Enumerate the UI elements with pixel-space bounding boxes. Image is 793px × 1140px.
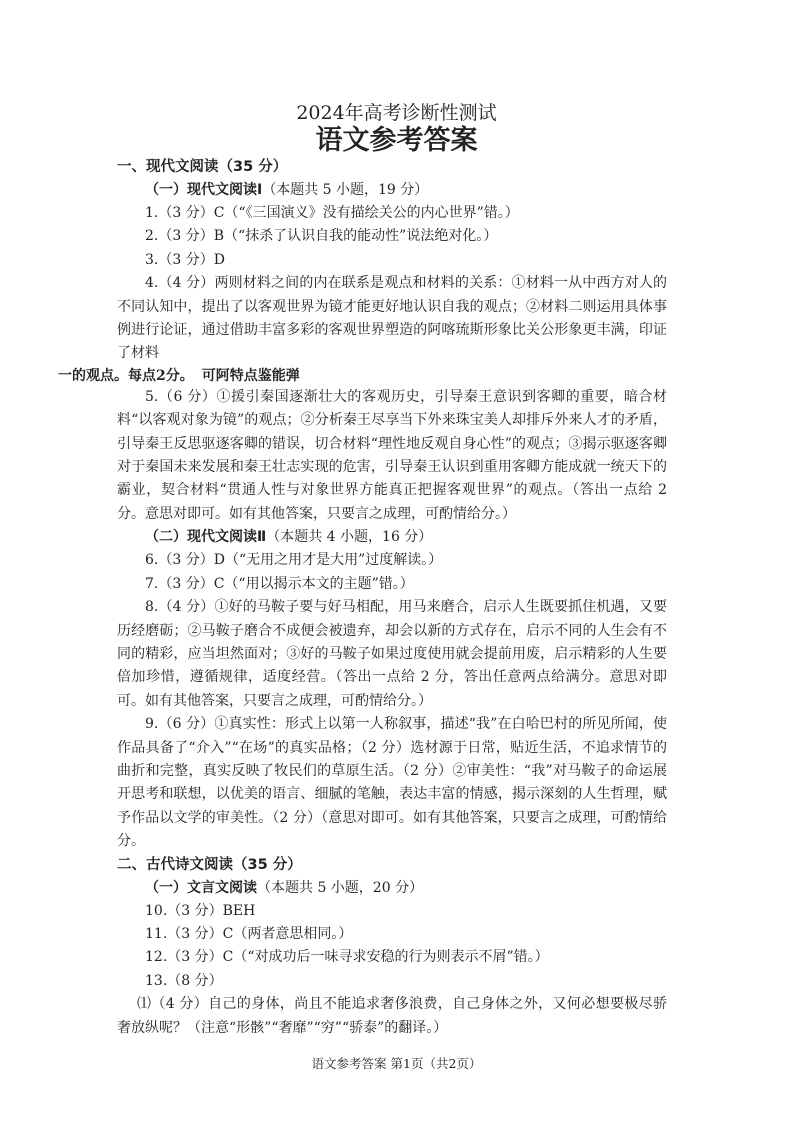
answer-6: 6.（3 分）D（“无用之用才是大用”过度解读。）: [145, 552, 443, 569]
subsection-heading: [117, 526, 667, 549]
document-title: 语文参考答案: [315, 125, 478, 156]
subsection-note: （本题共 5 小题，19 分）: [262, 182, 429, 198]
answer-9: 9.（6 分）①真实性：形式上以第一人称叙事，描述“我”在白哈巴村的所见所闻，使作品具备了“介入”“在场”的真实品格；（2 分）选材源于日常，贴近生活，不追求情节的曲折和完整，真实反映了牧民们的草原生活。（2 分）②审美性：“我”对马鞍子的命运展开思考和联想，以优美的语言、细腻的笔触，表达丰富的情感，揭示深刻的人生哲理，赋予作品以文学的审美性。（2 分）（意思对即可。如有其他答案，只要言之成理，可酌情给分。: [117, 716, 667, 850]
section-heading: 一、现代文阅读（35 分）: [117, 159, 288, 175]
answer-10: 10.（3 分）BEH: [145, 902, 256, 919]
answer-5: 5.（6 分）①援引秦国逐渐壮大的客观历史，引导秦王意识到客卿的重要，暗合材料“以客观对象为镜”的观点；②分析秦王尽享当下外来珠宝美人却排斥外来人才的矛盾，引导秦王反思驱逐客卿的错误，切合材料“理性地反观自身心性”的观点；③揭示驱逐客卿对于秦国未来发展和秦王壮志实现的危害，引导秦王认识到重用客卿方能成就一统天下的霸业，契合材料“贯通人性与对象世界方能真正把握客观世界”的观点。（答出一点给 2 分。意思对即可。如有其他答案，只要言之成理，可酌情给分。）: [117, 388, 667, 522]
answer-11: 11.（3 分）C（两者意思相同。）: [145, 925, 353, 942]
answer-3: 3.（3 分）D: [145, 251, 225, 268]
subsection-label: （一）文言文阅读: [145, 879, 257, 896]
answer-8: 8.（4 分）①好的马鞍子要与好马相配，用马来磨合，启示人生既要抓住机遇，又要历经磨砺；②马鞍子磨合不成便会被遗弃，却会以新的方式存在，启示不同的人生会有不同的精彩，应当坦然面对；③好的马鞍子如果过度使用就会提前用废，启示精彩的人生要倍加珍惜，遵循规律，适度经营。（答出一点给 2 分，答出任意两点给满分。意思对即可。如有其他答案，只要言之成理，可酌情给分。）: [117, 599, 667, 709]
answer-13: 13.（8 分）: [145, 972, 223, 989]
answer-4: 4.（4 分）两则材料之间的内在联系是观点和材料的关系：①材料一从中西方对人的不同认知中，提出了以客观世界为镜才能更好地认识自我的观点；②材料二则运用具体事例进行论证，通过借助丰富多彩的客观世界塑造的阿喀琉斯形象比关公形象更丰满，印证了材料: [117, 275, 667, 362]
answer-1: 1.（3 分）C（“《三国演义》没有描绘关公的内心世界”错。）: [145, 205, 519, 221]
answer-2: 2.（3 分）B（“抹杀了认识自我的能动性”说法绝对化。）: [145, 228, 498, 245]
subsection-label: （一）现代文阅读Ⅰ: [145, 182, 263, 198]
answer-12: 12.（3 分）C（“对成功后一味寻求安稳的行为则表示不屑”错。）: [145, 949, 549, 966]
section-heading: 二、古代诗文阅读（35 分）: [117, 856, 302, 873]
page-footer: 语文参考答案 第1页（共2页）: [311, 1056, 482, 1071]
answer-content: [58, 156, 667, 1040]
subsection-label: （二）现代文阅读Ⅱ: [145, 529, 267, 546]
subsection-note: （本题共 4 小题，16 分）: [266, 529, 433, 546]
garbled-text-b: 可阿特点鉴能弹: [201, 367, 300, 384]
subsection-heading: [117, 179, 667, 202]
subsection-heading: [117, 877, 667, 900]
answer-13-1: ⑴（4 分）自己的身体，尚且不能追求奢侈浪费，自己身体之外，又何必想要极尽骄奢放纵呢？（注意“形骸”“奢靡”“穷”“骄泰”的翻译。）: [117, 996, 667, 1036]
overlapping-text-artifact: [58, 366, 667, 386]
garbled-text-a: 一的观点。每点2分。: [58, 367, 194, 384]
subsection-note: （本题共 5 小题，20 分）: [257, 879, 424, 896]
answer-7: 7.（3 分）C（“用以揭示本文的主题”错。）: [145, 575, 414, 592]
exam-title: 2024年高考诊断性测试: [296, 102, 497, 124]
